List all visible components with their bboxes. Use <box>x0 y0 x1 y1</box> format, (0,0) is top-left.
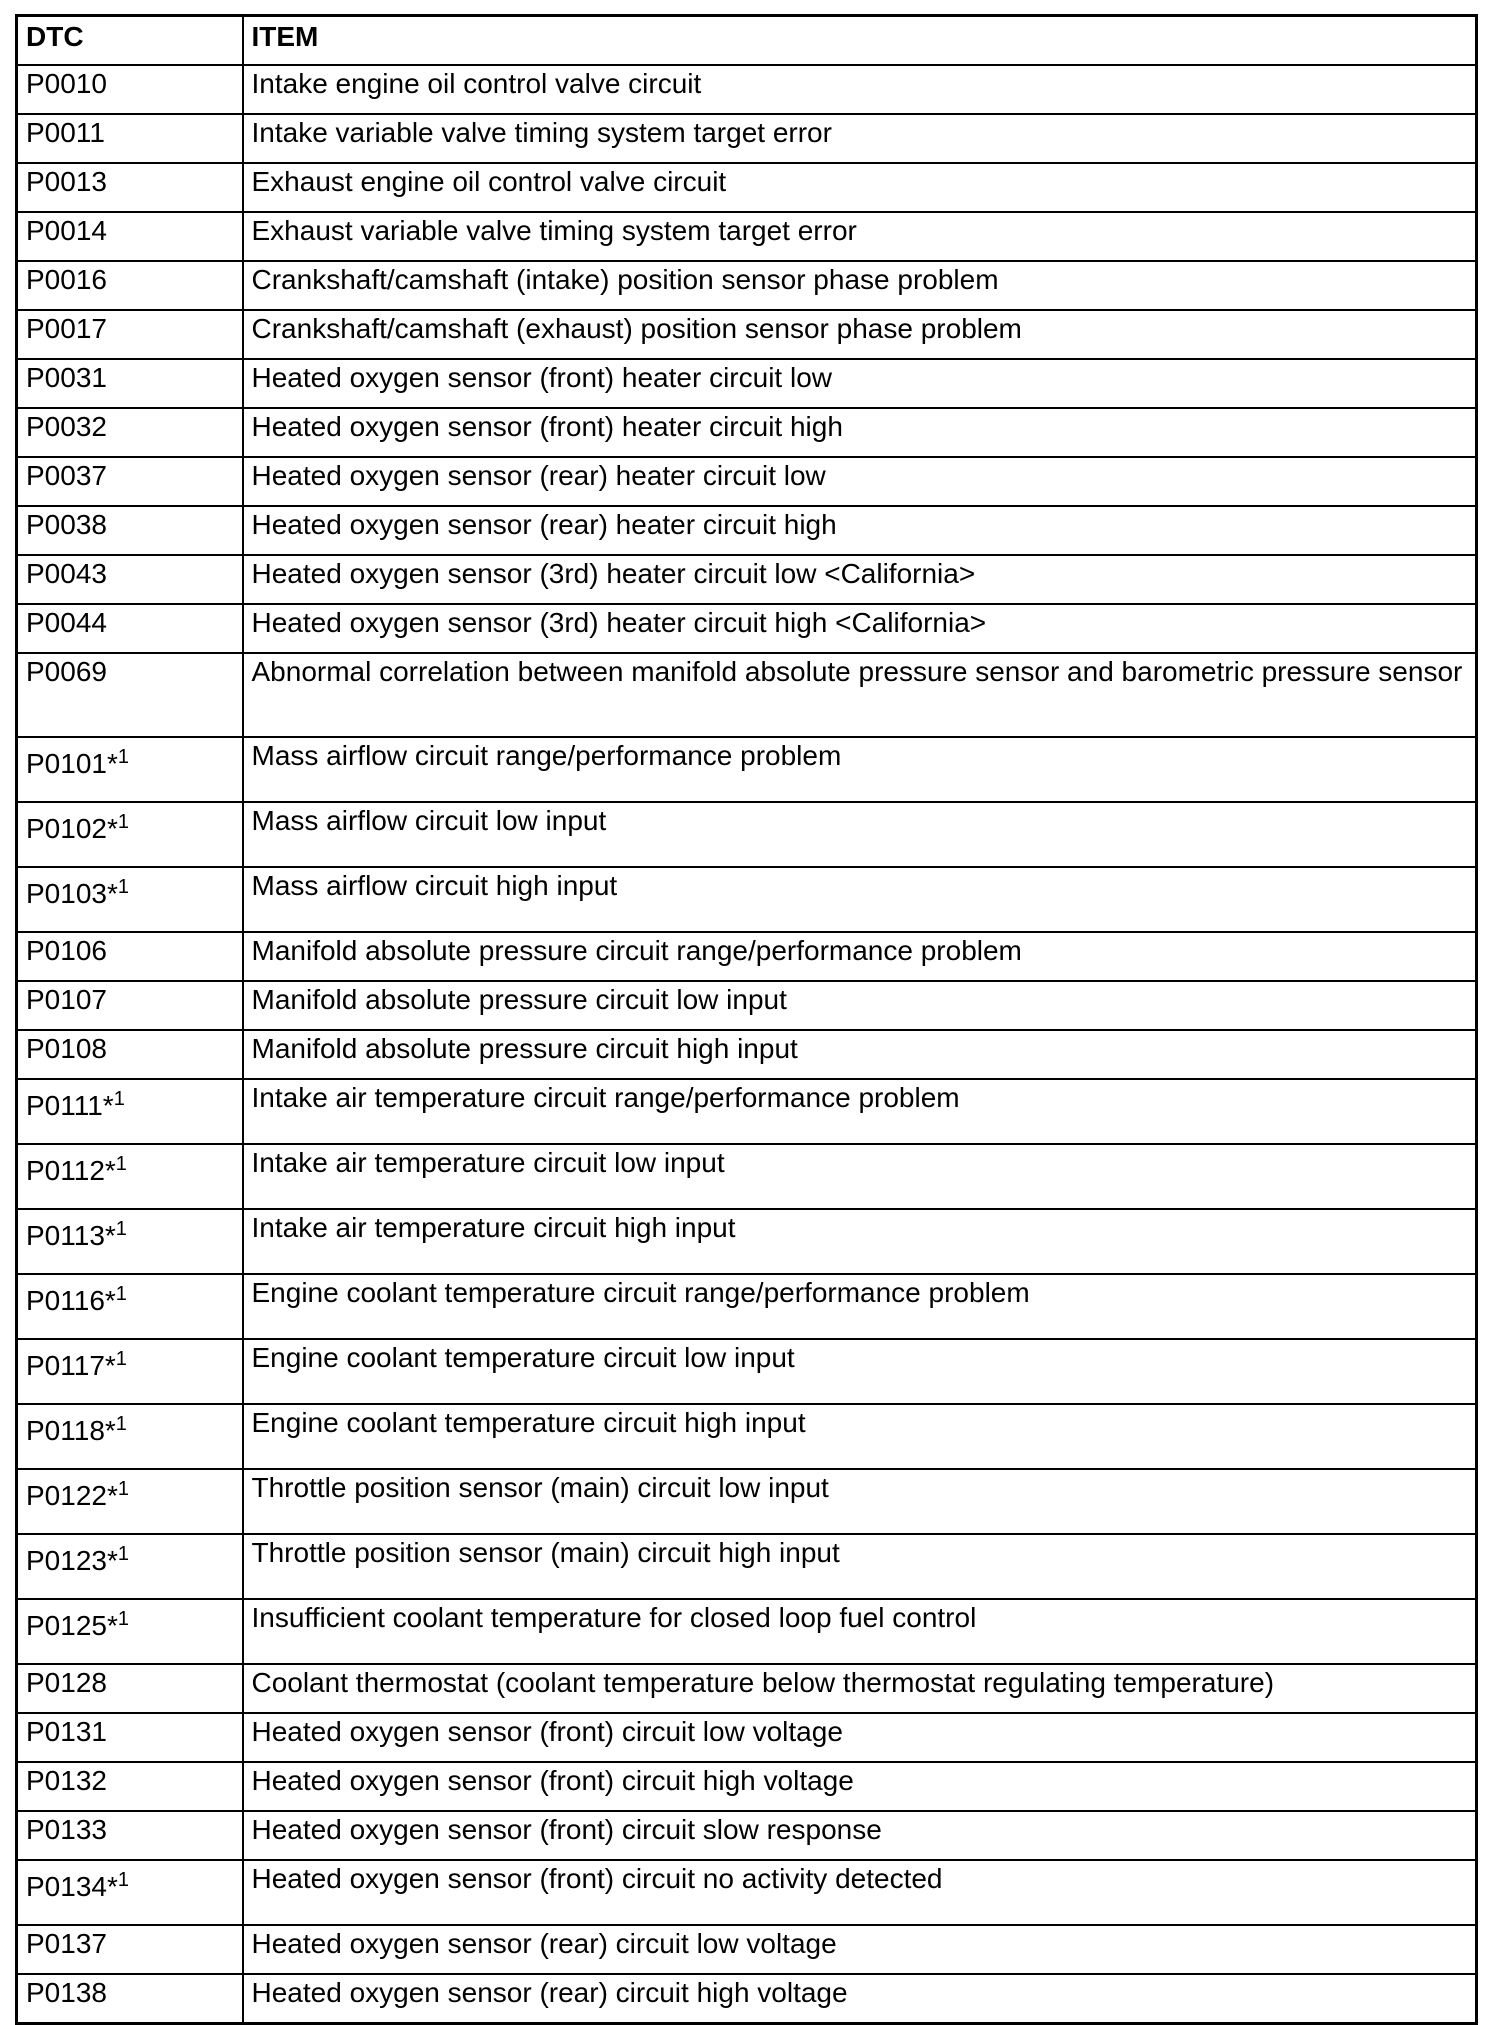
dtc-code-cell <box>17 1274 243 1339</box>
dtc-item-description: Intake air temperature circuit range/performance problem <box>243 1079 1477 1144</box>
dtc-code: P0132 <box>26 1765 107 1796</box>
footnote-marker: 1 <box>115 1153 127 1175</box>
footnote-marker: 1 <box>115 1413 127 1435</box>
dtc-code-cell <box>17 653 243 737</box>
table-row <box>17 114 1477 163</box>
item-column-header: ITEM <box>243 16 1477 66</box>
dtc-item-description: Mass airflow circuit low input <box>243 802 1477 867</box>
dtc-code: P0013 <box>26 166 107 197</box>
table-row <box>17 408 1477 457</box>
table-row <box>17 163 1477 212</box>
dtc-code: P0031 <box>26 362 107 393</box>
table-row <box>17 1925 1477 1974</box>
dtc-code: P0032 <box>26 411 107 442</box>
table-row <box>17 981 1477 1030</box>
dtc-code-cell <box>17 1404 243 1469</box>
dtc-code-cell <box>17 1030 243 1079</box>
dtc-code: P0111* <box>26 1090 114 1121</box>
dtc-code-cell <box>17 932 243 981</box>
dtc-code: P0134* <box>26 1871 118 1902</box>
dtc-item-description: Mass airflow circuit high input <box>243 867 1477 932</box>
footnote-marker: 1 <box>117 1543 129 1565</box>
dtc-item-description: Engine coolant temperature circuit high input <box>243 1404 1477 1469</box>
dtc-code: P0016 <box>26 264 107 295</box>
table-row <box>17 604 1477 653</box>
dtc-code: P0108 <box>26 1033 107 1064</box>
dtc-item-description: Engine coolant temperature circuit low input <box>243 1339 1477 1404</box>
dtc-code: P0133 <box>26 1814 107 1845</box>
table-row <box>17 359 1477 408</box>
dtc-item-description: Throttle position sensor (main) circuit high input <box>243 1534 1477 1599</box>
dtc-item-description: Heated oxygen sensor (front) heater circuit low <box>243 359 1477 408</box>
dtc-code-cell <box>17 261 243 310</box>
dtc-item-description: Manifold absolute pressure circuit high input <box>243 1030 1477 1079</box>
dtc-code-cell <box>17 114 243 163</box>
dtc-item-description: Engine coolant temperature circuit range/performance problem <box>243 1274 1477 1339</box>
dtc-code-cell <box>17 1664 243 1713</box>
dtc-code-cell <box>17 737 243 802</box>
dtc-item-description: Heated oxygen sensor (front) circuit high voltage <box>243 1762 1477 1811</box>
dtc-code: P0038 <box>26 509 107 540</box>
dtc-code-cell <box>17 1144 243 1209</box>
dtc-item-description: Heated oxygen sensor (rear) circuit low voltage <box>243 1925 1477 1974</box>
table-row <box>17 802 1477 867</box>
table-row <box>17 1713 1477 1762</box>
dtc-code-cell <box>17 1713 243 1762</box>
footnote-marker: 1 <box>117 1869 129 1891</box>
footnote-marker: 1 <box>117 746 129 768</box>
dtc-item-description: Intake air temperature circuit low input <box>243 1144 1477 1209</box>
footnote-marker: 1 <box>115 1283 127 1305</box>
footnote-marker: 1 <box>117 1608 129 1630</box>
dtc-item-description: Crankshaft/camshaft (exhaust) position sensor phase problem <box>243 310 1477 359</box>
dtc-code: P0043 <box>26 558 107 589</box>
dtc-item-description: Heated oxygen sensor (rear) heater circuit high <box>243 506 1477 555</box>
dtc-code-cell <box>17 1534 243 1599</box>
dtc-code: P0102* <box>26 813 118 844</box>
dtc-code-cell <box>17 1469 243 1534</box>
dtc-code-cell <box>17 457 243 506</box>
table-row <box>17 932 1477 981</box>
dtc-item-description: Heated oxygen sensor (rear) heater circuit low <box>243 457 1477 506</box>
table-row <box>17 310 1477 359</box>
table-row <box>17 555 1477 604</box>
dtc-code-cell <box>17 604 243 653</box>
dtc-code-cell <box>17 1762 243 1811</box>
dtc-code: P0101* <box>26 748 118 779</box>
table-row <box>17 1079 1477 1144</box>
table-row <box>17 1404 1477 1469</box>
table-row <box>17 457 1477 506</box>
dtc-code: P0117* <box>26 1350 116 1381</box>
table-row <box>17 261 1477 310</box>
dtc-code: P0118* <box>26 1415 116 1446</box>
dtc-item-description: Heated oxygen sensor (front) circuit slow response <box>243 1811 1477 1860</box>
footnote-marker: 1 <box>113 1088 125 1110</box>
dtc-code-cell <box>17 1599 243 1664</box>
table-row <box>17 65 1477 114</box>
dtc-item-description: Coolant thermostat (coolant temperature below thermostat regulating temperature) <box>243 1664 1477 1713</box>
table-row <box>17 1534 1477 1599</box>
table-row <box>17 1599 1477 1664</box>
dtc-item-description: Heated oxygen sensor (rear) circuit high voltage <box>243 1974 1477 2024</box>
dtc-item-description: Mass airflow circuit range/performance problem <box>243 737 1477 802</box>
table-row <box>17 867 1477 932</box>
dtc-code: P0069 <box>26 656 107 687</box>
dtc-code: P0112* <box>26 1155 116 1186</box>
dtc-code-cell <box>17 506 243 555</box>
table-row <box>17 1339 1477 1404</box>
table-header <box>17 16 1477 66</box>
dtc-code-cell <box>17 802 243 867</box>
dtc-code: P0106 <box>26 935 107 966</box>
dtc-code: P0137 <box>26 1928 107 1959</box>
dtc-code-cell <box>17 408 243 457</box>
dtc-code-cell <box>17 867 243 932</box>
dtc-item-description: Insufficient coolant temperature for closed loop fuel control <box>243 1599 1477 1664</box>
dtc-table <box>15 14 1478 2025</box>
table-row <box>17 1860 1477 1925</box>
dtc-item-description: Heated oxygen sensor (3rd) heater circuit low <California> <box>243 555 1477 604</box>
dtc-code-cell <box>17 1209 243 1274</box>
dtc-code: P0131 <box>26 1716 107 1747</box>
table-row <box>17 1811 1477 1860</box>
header-row <box>17 16 1477 66</box>
dtc-code: P0107 <box>26 984 107 1015</box>
table-row <box>17 1030 1477 1079</box>
dtc-code: P0125* <box>26 1610 118 1641</box>
dtc-item-description: Manifold absolute pressure circuit low input <box>243 981 1477 1030</box>
footnote-marker: 1 <box>117 1478 129 1500</box>
dtc-code: P0116* <box>26 1285 116 1316</box>
dtc-item-description: Abnormal correlation between manifold absolute pressure sensor and barometric pressure sensor <box>243 653 1477 737</box>
dtc-code: P0017 <box>26 313 107 344</box>
dtc-code: P0128 <box>26 1667 107 1698</box>
footnote-marker: 1 <box>115 1348 127 1370</box>
dtc-item-description: Exhaust engine oil control valve circuit <box>243 163 1477 212</box>
dtc-code: P0103* <box>26 878 118 909</box>
dtc-item-description: Heated oxygen sensor (3rd) heater circuit high <California> <box>243 604 1477 653</box>
dtc-item-description: Intake variable valve timing system target error <box>243 114 1477 163</box>
dtc-item-description: Throttle position sensor (main) circuit low input <box>243 1469 1477 1534</box>
table-row <box>17 1664 1477 1713</box>
table-row <box>17 1274 1477 1339</box>
table-row <box>17 506 1477 555</box>
dtc-code-cell <box>17 359 243 408</box>
dtc-item-description: Heated oxygen sensor (front) circuit no activity detected <box>243 1860 1477 1925</box>
dtc-code: P0138 <box>26 1977 107 2008</box>
footnote-marker: 1 <box>115 1218 127 1240</box>
table-row <box>17 1469 1477 1534</box>
dtc-item-description: Intake air temperature circuit high input <box>243 1209 1477 1274</box>
dtc-code-cell <box>17 1079 243 1144</box>
dtc-code-cell <box>17 981 243 1030</box>
table-row <box>17 653 1477 737</box>
table-row <box>17 1974 1477 2024</box>
dtc-item-description: Heated oxygen sensor (front) circuit low voltage <box>243 1713 1477 1762</box>
table-row <box>17 1209 1477 1274</box>
dtc-code-cell <box>17 65 243 114</box>
dtc-item-description: Heated oxygen sensor (front) heater circuit high <box>243 408 1477 457</box>
dtc-code-cell <box>17 555 243 604</box>
dtc-column-header: DTC <box>17 16 243 66</box>
table-row <box>17 1762 1477 1811</box>
dtc-code: P0122* <box>26 1480 118 1511</box>
dtc-code: P0037 <box>26 460 107 491</box>
dtc-code-cell <box>17 310 243 359</box>
table-body <box>17 65 1477 2024</box>
table-row <box>17 737 1477 802</box>
dtc-item-description: Intake engine oil control valve circuit <box>243 65 1477 114</box>
dtc-code-cell <box>17 1925 243 1974</box>
dtc-code: P0044 <box>26 607 107 638</box>
dtc-code-cell <box>17 1811 243 1860</box>
dtc-item-description: Crankshaft/camshaft (intake) position sensor phase problem <box>243 261 1477 310</box>
dtc-item-description: Exhaust variable valve timing system target error <box>243 212 1477 261</box>
table-row <box>17 1144 1477 1209</box>
dtc-code: P0123* <box>26 1545 118 1576</box>
dtc-code-cell <box>17 163 243 212</box>
dtc-code: P0010 <box>26 68 107 99</box>
dtc-code-cell <box>17 1339 243 1404</box>
footnote-marker: 1 <box>117 811 129 833</box>
table-row <box>17 212 1477 261</box>
dtc-code: P0014 <box>26 215 107 246</box>
dtc-code: P0113* <box>26 1220 116 1251</box>
footnote-marker: 1 <box>117 876 129 898</box>
dtc-code-cell <box>17 1974 243 2024</box>
dtc-code-cell <box>17 1860 243 1925</box>
dtc-item-description: Manifold absolute pressure circuit range/performance problem <box>243 932 1477 981</box>
dtc-code: P0011 <box>26 117 105 148</box>
dtc-code-cell <box>17 212 243 261</box>
